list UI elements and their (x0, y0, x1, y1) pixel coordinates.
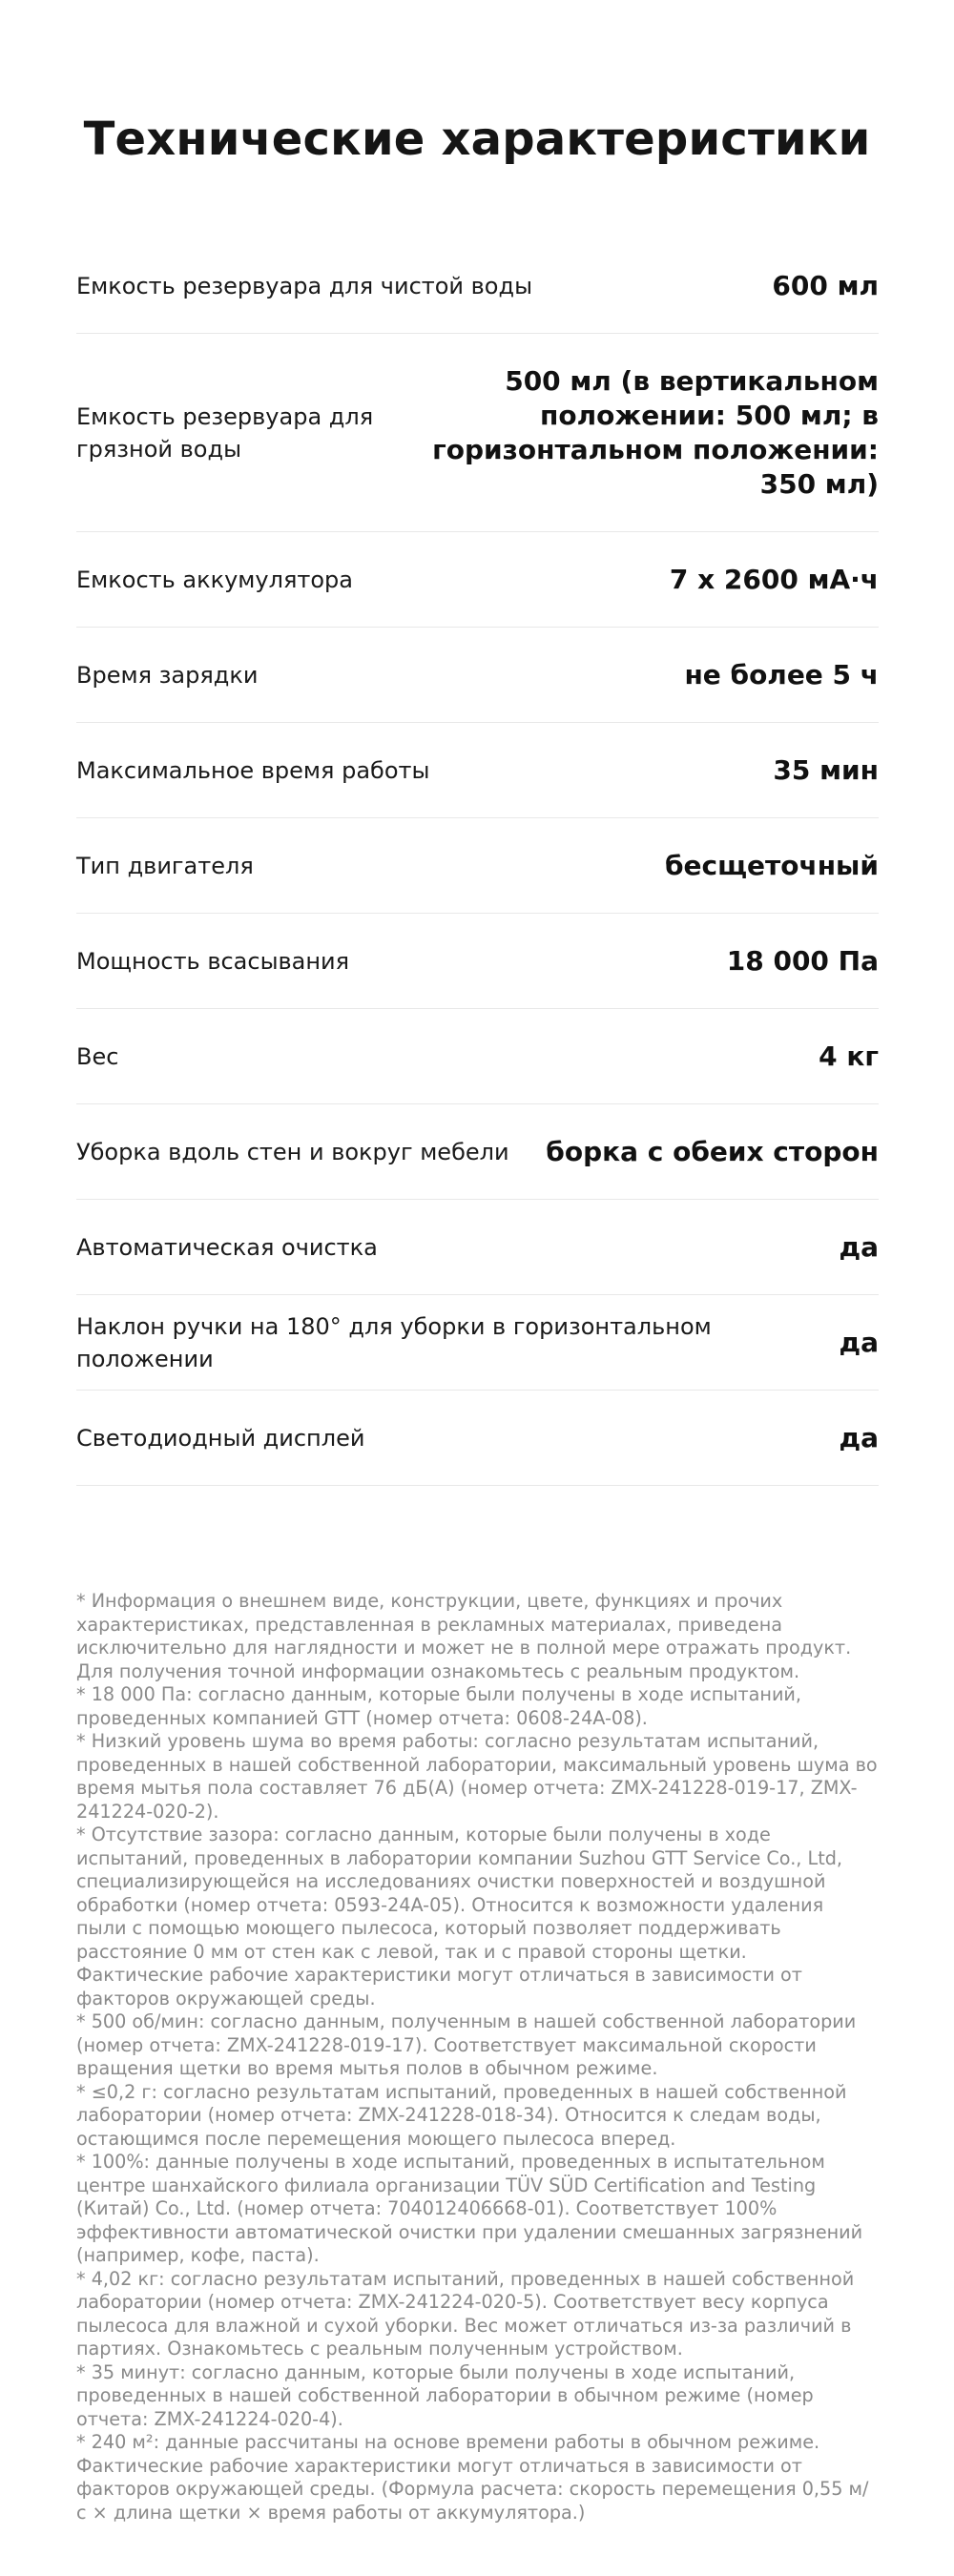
spec-value: борка с обеих сторон (546, 1135, 879, 1167)
spec-value: 7 x 2600 мА·ч (669, 563, 879, 595)
spec-value: да (839, 1230, 879, 1263)
spec-value: да (839, 1326, 879, 1358)
spec-row (76, 818, 879, 914)
spec-value: да (839, 1421, 879, 1453)
footnote: * 500 об/мин: согласно данным, полученным в нашей собственной лаборатории (номер отчета: ZMX-241228-019-17). Соответствует максимальной скорости вращения щетки во время мытья полов в обычном режиме. (76, 2010, 857, 2079)
spec-value: бесщеточный (664, 849, 879, 881)
footnote: * Отсутствие зазора: согласно данным, которые были получены в ходе испытаний, проведенных в лаборатории компании Suzhou GTT Service Co., Ltd, специализирующейся на исследованиях очистки поверхностей и воздушной обработки (номер отчета: 0593-24A-05). Относится к возможности удаления пыли с помощью моющего пылесоса, который позволяет поддерживать расстояние 0 мм от стен как с левой, так и с правой стороны щетки. Фактические рабочие характеристики могут отличаться в зависимости от факторов окружающей среды. (76, 1824, 842, 2009)
spec-label: Светодиодный дисплей (76, 1424, 365, 1452)
spec-row (76, 334, 879, 532)
spec-label: Вес (76, 1042, 119, 1070)
spec-row (76, 532, 879, 628)
spec-row (76, 1009, 879, 1104)
footnote: * 4,02 кг: согласно результатам испытаний, проведенных в нашей собственной лаборатории (номер отчета: ZMX-241224-020-5). Соответствует весу корпуса пылесоса для влажной и сухой уборки. Вес может отличаться из-за различий в партиях. Ознакомьтесь с реальным полученным устройством. (76, 2267, 855, 2360)
spec-row (76, 914, 879, 1009)
spec-label: Емкость аккумулятора (76, 566, 353, 593)
spec-table (76, 238, 879, 1486)
spec-value: 35 мин (773, 753, 879, 786)
spec-label: Емкость резервуара для чистой воды (76, 272, 533, 299)
spec-label: Мощность всасывания (76, 947, 350, 975)
spec-value: не более 5 ч (684, 658, 879, 690)
spec-row (76, 628, 879, 723)
page-title: Технические характеристики (83, 113, 871, 166)
spec-row (76, 1200, 879, 1295)
footnote: * Информация о внешнем виде, конструкции, цвете, функциях и прочих характеристиках, представленная в рекламных материалах, приведена исключительно для наглядности и может не в полной мере отражать продукт. Для получения точной информации ознакомьтесь с реальным продуктом. (76, 1590, 852, 1682)
spec-value: 500 мл (в вертикальном положении: 500 мл; в горизонтальном положении: 350 мл) (432, 364, 879, 500)
spec-value: 18 000 Па (726, 944, 879, 977)
spec-row (76, 723, 879, 818)
footnote: * 100%: данные получены в ходе испытаний, проведенных в испытательном центре шанхайского филиала организации TÜV SÜD Certification and Testing (Китай) Co., Ltd. (номер отчета: 704012406668-01). Соответствует 100% эффективности автоматической очистки при удалении смешанных загрязнений (например, кофе, паста). (76, 2151, 863, 2266)
spec-value: 4 кг (819, 1040, 879, 1072)
spec-value: 600 мл (772, 269, 879, 301)
spec-row (76, 238, 879, 334)
footnote: * 240 м²: данные рассчитаны на основе времени работы в обычном режиме. Фактические рабочие характеристики могут отличаться в зависимости от факторов окружающей среды. (Формула расчета: скорость перемещения 0,55 м/с × длина щетки × время работы от аккумулятора.) (76, 2431, 869, 2524)
footnote: * Низкий уровень шума во время работы: согласно результатам испытаний, проведенных в нашей собственной лаборатории, максимальный уровень шума во время мытья пола составляет 76 дБ(А) (номер отчета: ZMX-241228-019-17, ZMX-241224-020-2). (76, 1730, 878, 1823)
spec-label: Автоматическая очистка (76, 1233, 378, 1261)
spec-row (76, 1295, 879, 1391)
spec-label: Тип двигателя (76, 852, 254, 879)
spec-label: Максимальное время работы (76, 756, 430, 784)
spec-label: Время зарядки (76, 661, 259, 689)
footnotes (76, 1590, 879, 2524)
footnote: * ≤0,2 г: согласно результатам испытаний, проведенных в нашей собственной лаборатории (номер отчета: ZMX-241228-018-34). Относится к следам воды, остающимся после перемещения моющего пылесоса вперед. (76, 2080, 847, 2150)
spec-row (76, 1104, 879, 1200)
spec-row (76, 1391, 879, 1486)
spec-label: Емкость резервуара для грязной воды (76, 402, 374, 463)
footnote: * 35 минут: согласно данным, которые были получены в ходе испытаний, проведенных в нашей собственной лаборатории в обычном режиме (номер отчета: ZMX-241224-020-4). (76, 2360, 814, 2430)
spec-label: Наклон ручки на 180° для уборки в горизонтальном положении (76, 1312, 712, 1372)
footnote: * 18 000 Па: согласно данным, которые были получены в ходе испытаний, проведенных компанией GTT (номер отчета: 0608-24A-08). (76, 1683, 801, 1729)
spec-label: Уборка вдоль стен и вокруг мебели (76, 1138, 509, 1165)
